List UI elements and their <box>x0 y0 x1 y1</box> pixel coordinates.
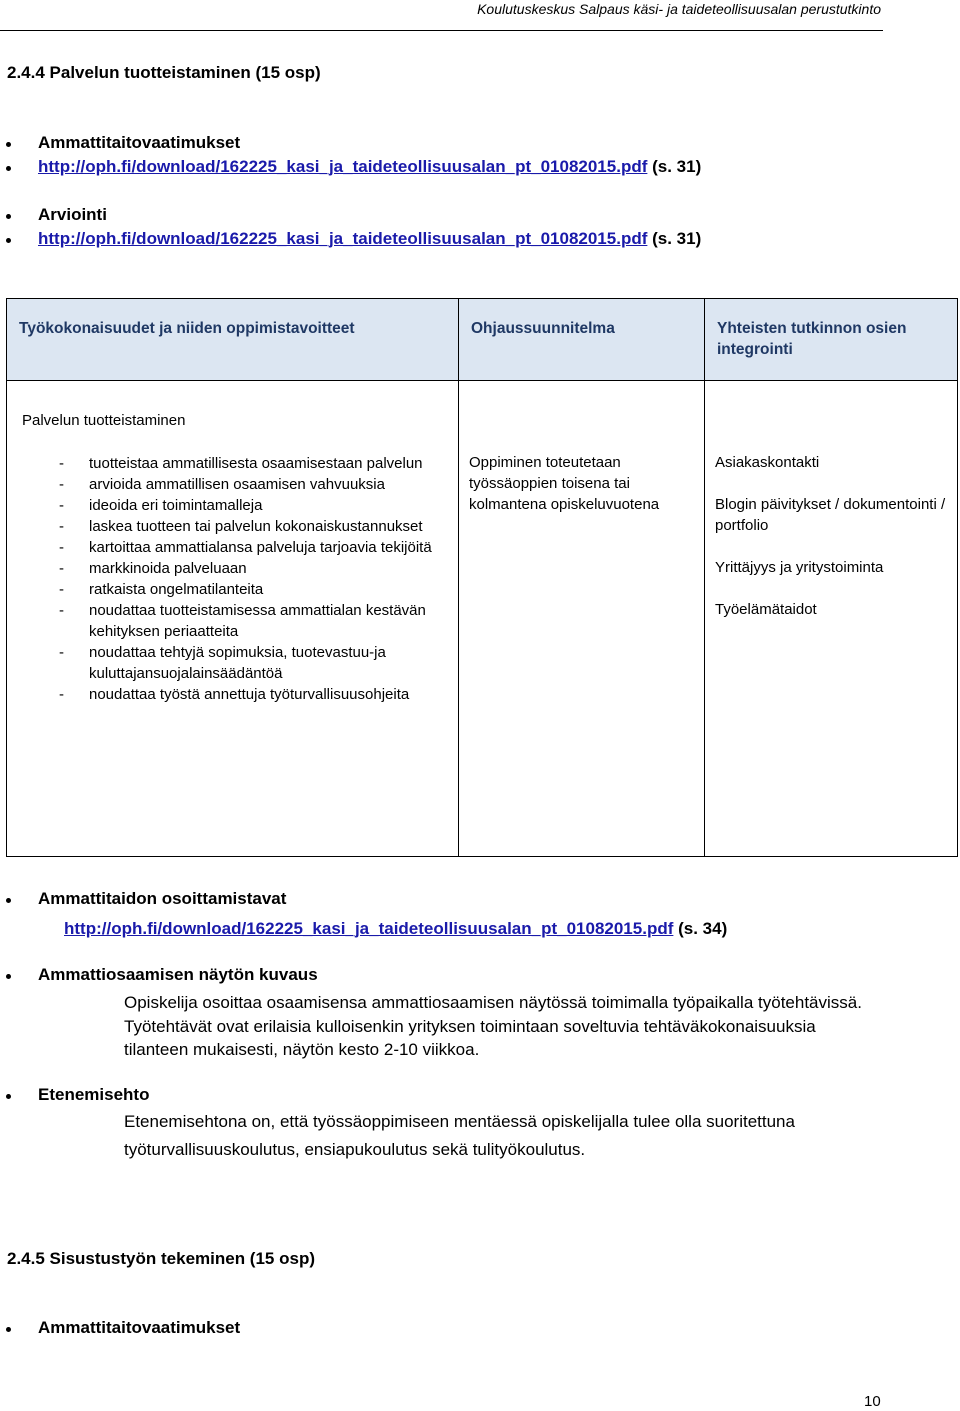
guidance-plan-cell <box>459 381 705 857</box>
requirements-link[interactable]: http://oph.fi/download/162225_kasi_ja_taideteollisuusalan_pt_01082015.pdf <box>38 157 648 176</box>
integration-cell <box>705 381 958 857</box>
table-header-row <box>7 299 958 381</box>
bullet-link-row <box>38 156 701 178</box>
work-unit-title: Palvelun tuotteistaminen <box>22 412 186 429</box>
bullet-link-row <box>38 228 701 250</box>
list-item: - laskea tuotteen tai palvelun kokonaiskustannukset <box>22 516 448 537</box>
bullet-icon <box>6 166 11 171</box>
integration-item: Yrittäjyys ja yritystoiminta <box>715 559 884 576</box>
list-item: - arvioida ammatillisen osaamisen vahvuuksia <box>22 474 448 495</box>
list-item: - kartoittaa ammattialansa palveluja tarjoavia tekijöitä <box>22 537 448 558</box>
header-divider <box>0 30 883 31</box>
list-item: - noudattaa työstä annettuja työturvallisuusohjeita <box>22 684 448 705</box>
header-cell-work-units: Työkokonaisuudet ja niiden oppimistavoitteet <box>7 299 459 381</box>
bullet-icon <box>6 974 11 979</box>
guidance-plan-text: Oppiminen toteutetaan työssäoppien toisena tai kolmantena opiskeluvuotena <box>469 454 660 513</box>
integration-item: Asiakaskontakti <box>715 454 820 471</box>
demo-description-text: Opiskelija osoittaa osaamisensa ammattiosaamisen näytössä toimimalla työpaikalla työtehtävissä. Työtehtävät ovat erilaisia kulloisenkin yrityksen toimintaan soveltuvia tehtäväkokonaisuuksia tilanteen mukaisesti, näytön kesto 2-10 viikkoa. <box>124 993 862 1059</box>
bullet-label-demo-description: Ammattiosaamisen näytön kuvaus <box>38 965 318 984</box>
table-row <box>7 381 958 857</box>
bullet-label-demo-methods: Ammattitaidon osoittamistavat <box>38 889 287 908</box>
header-cell-guidance-plan: Ohjaussuunnitelma <box>459 299 705 381</box>
section-heading-2-4-4: 2.4.4 Palvelun tuotteistaminen (15 osp) <box>7 63 321 82</box>
work-units-cell <box>7 381 459 857</box>
prerequisite-text: Etenemisehtona on, että työssäoppimiseen mentäessä opiskelijalla tulee olla suoritettuna työturvallisuuskoulutus, ensiapukoulutus sekä tulityökoulutus. <box>124 1112 795 1159</box>
page-reference: (s. 31) <box>647 157 702 176</box>
header-cell-integration: Yhteisten tutkinnon osien integrointi <box>705 299 958 381</box>
list-item: - tuotteistaa ammatillisesta osaamisestaan palvelun <box>22 453 448 474</box>
bullet-link-row <box>64 918 727 940</box>
bullet-label-assessment: Arviointi <box>38 205 107 224</box>
bullet-icon <box>6 1094 11 1099</box>
list-item: - ratkaista ongelmatilanteita <box>22 579 448 600</box>
learning-goals-list <box>22 453 448 705</box>
demo-methods-link[interactable]: http://oph.fi/download/162225_kasi_ja_taideteollisuusalan_pt_01082015.pdf <box>64 919 674 938</box>
integration-item: Työelämätaidot <box>715 601 817 618</box>
bullet-icon <box>6 898 11 903</box>
assessment-link[interactable]: http://oph.fi/download/162225_kasi_ja_taideteollisuusalan_pt_01082015.pdf <box>38 229 648 248</box>
bullet-icon <box>6 1327 11 1332</box>
section-heading-2-4-5: 2.4.5 Sisustustyön tekeminen (15 osp) <box>7 1249 315 1268</box>
bullet-label-requirements: Ammattitaitovaatimukset <box>38 133 241 152</box>
bullet-icon <box>6 214 11 219</box>
list-item: - markkinoida palveluaan <box>22 558 448 579</box>
integration-item: Blogin päivitykset / dokumentointi / portfolio <box>715 496 946 534</box>
bullet-icon <box>6 238 11 243</box>
curriculum-table <box>6 298 958 857</box>
document-header-title: Koulutuskeskus Salpaus käsi- ja taideteollisuusalan perustutkinto <box>477 1 881 17</box>
bullet-label-prerequisite: Etenemisehto <box>38 1085 150 1104</box>
list-item: - noudattaa tuotteistamisessa ammattialan kestävän kehityksen periaatteita <box>22 600 448 642</box>
bullet-label-requirements: Ammattitaitovaatimukset <box>38 1318 241 1337</box>
list-item: - noudattaa tehtyjä sopimuksia, tuotevastuu-ja kuluttajansuojalainsäädäntöä <box>22 642 448 684</box>
bullet-icon <box>6 142 11 147</box>
list-item: - ideoida eri toimintamalleja <box>22 495 448 516</box>
page-reference: (s. 31) <box>647 229 702 248</box>
page-number: 10 <box>864 1393 881 1410</box>
page-reference: (s. 34) <box>673 919 728 938</box>
